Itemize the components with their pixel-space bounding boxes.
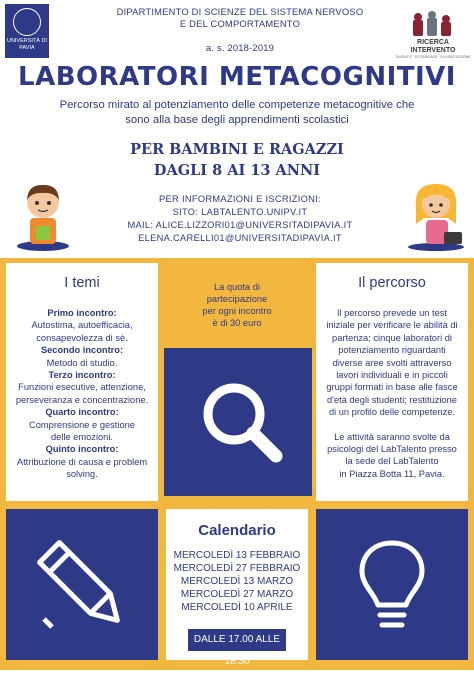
school-year: a. s. 2018-2019 (205, 42, 275, 53)
percorso-line: partenza; cinque laboratori di (332, 332, 452, 343)
calendar-date: MERCOLEDÌ 13 MARZO (180, 576, 294, 587)
temi-item-line: Funzioni esecutive, attenzione, (18, 382, 146, 393)
percorso-line: in Piazza Botta 11, Pavia. (339, 468, 445, 479)
department-line-1: DIPARTIMENTO DI SCIENZE DEL SISTEMA NERVOSO (116, 6, 364, 17)
info-heading: PER INFORMAZIONI E ISCRIZIONI: (159, 194, 321, 204)
girl-illustration (404, 180, 468, 252)
pencil-icon (6, 509, 158, 660)
ages-heading: DAGLI 8 AI 13 ANNI (153, 162, 321, 179)
percorso-text (316, 307, 468, 480)
quota-line: è di 30 euro (212, 318, 262, 328)
temi-item-line: Autostima, autoefficacia, (31, 320, 133, 331)
page-title: LABORATORI METACOGNITIVI (18, 62, 456, 92)
temi-item-line: Attribuzione di causa e problem (16, 456, 148, 467)
temi-item-line: delle emozioni. (50, 432, 113, 443)
quota-line: La quota di (213, 282, 260, 292)
lightbulb-icon (316, 509, 468, 660)
percorso-heading: Il percorso (358, 275, 426, 291)
temi-item-line: consapevolezza di sè. (36, 332, 128, 343)
percorso-line: Le attività saranno svolte da (334, 431, 450, 442)
temi-item-line: solving. (66, 469, 98, 480)
ricerca-logo-title: RICERCA INTERVENTO (410, 39, 456, 54)
info-mail-1[interactable]: MAIL: ALICE.LIZZORI01@UNIVERSITADIPAVIA.IT (127, 220, 353, 230)
percorso-line: diverse aree svolti attraverso (332, 357, 452, 368)
quota-line: per ogni incontro (202, 306, 272, 316)
ricerca-intervento-icon (411, 10, 455, 38)
boy-illustration (14, 180, 72, 252)
temi-list (6, 307, 158, 481)
lightbulb-box (316, 509, 468, 660)
calendar-date: MERCOLEDÌ 10 APRILE (181, 602, 293, 613)
audience-heading: PER BAMBINI E RAGAZZI (130, 141, 344, 158)
temi-heading: I temi (64, 275, 100, 291)
subtitle-line-1: Percorso mirato al potenziamento delle competenze metacognitive che (59, 99, 415, 111)
quota-line: partecipazione (206, 294, 268, 304)
temi-item-title: Quinto incontro: (45, 444, 119, 455)
temi-item-line: Metodo di studio. (46, 357, 118, 368)
calendar-date: MERCOLEDÌ 27 FEBBRAIO (173, 563, 301, 574)
magnifier-icon (164, 348, 312, 496)
university-seal-icon (13, 8, 41, 36)
temi-box (6, 263, 158, 501)
university-logo-text: UNIVERSITÀ DI PAVIA (6, 38, 48, 51)
percorso-line: lavori individuali e in piccoli (336, 370, 448, 381)
university-logo (5, 4, 49, 58)
pencil-box (6, 509, 158, 660)
percorso-line: la sede del LabTalento (345, 456, 439, 467)
subtitle-line-2: sono alla base degli apprendimenti scolastici (125, 113, 349, 126)
percorso-line: potenziamento riguardanti (338, 345, 446, 356)
info-mail-2[interactable]: ELENA.CARELLI01@UNIVERSITADIPAVIA.IT (138, 233, 342, 243)
search-box (164, 348, 312, 496)
temi-item-title: Primo incontro: (47, 308, 117, 318)
temi-item-title: Terzo incontro: (48, 370, 116, 381)
calendar-dates (166, 549, 308, 614)
percorso-box (316, 263, 468, 501)
percorso-line: iniziale per verificare le abilità di (326, 320, 458, 331)
quota-box (166, 263, 308, 335)
calendar-date: MERCOLEDÌ 13 FEBBRAIO (173, 550, 301, 561)
subtitle (40, 98, 434, 127)
ricerca-intervento-logo (395, 8, 471, 59)
calendar-time-badge: DALLE 17.00 ALLE 18.30 (188, 629, 286, 651)
percorso-line: psicologi del LabTalento presso (327, 444, 457, 455)
department-line-2: E DEL COMPORTAMENTO (179, 18, 301, 29)
temi-item-title: Quarto incontro: (45, 407, 119, 418)
percorso-line: Il percorso prevede un test (336, 308, 448, 318)
temi-item-line: perseveranza e concentrazione. (15, 394, 149, 405)
temi-item-title: Secondo incontro: (40, 345, 124, 356)
percorso-line: d'età degli studenti; restituzione (327, 394, 457, 405)
info-site[interactable]: SITO: LABTALENTO.UNIPV.IT (172, 207, 308, 217)
percorso-line: di un profilo delle competenze. (328, 407, 456, 418)
ricerca-logo-subtitle: TALENTO · POTENZIALE · PLUSDOTAZIONE (395, 55, 471, 59)
quota-text (166, 263, 308, 329)
temi-item-line: Comprensione e gestione (29, 419, 135, 430)
calendar-heading: Calendario (198, 522, 276, 539)
percorso-line: gruppi formati in base alle fasce (326, 382, 458, 393)
calendar-date: MERCOLEDÌ 27 MARZO (180, 589, 294, 600)
